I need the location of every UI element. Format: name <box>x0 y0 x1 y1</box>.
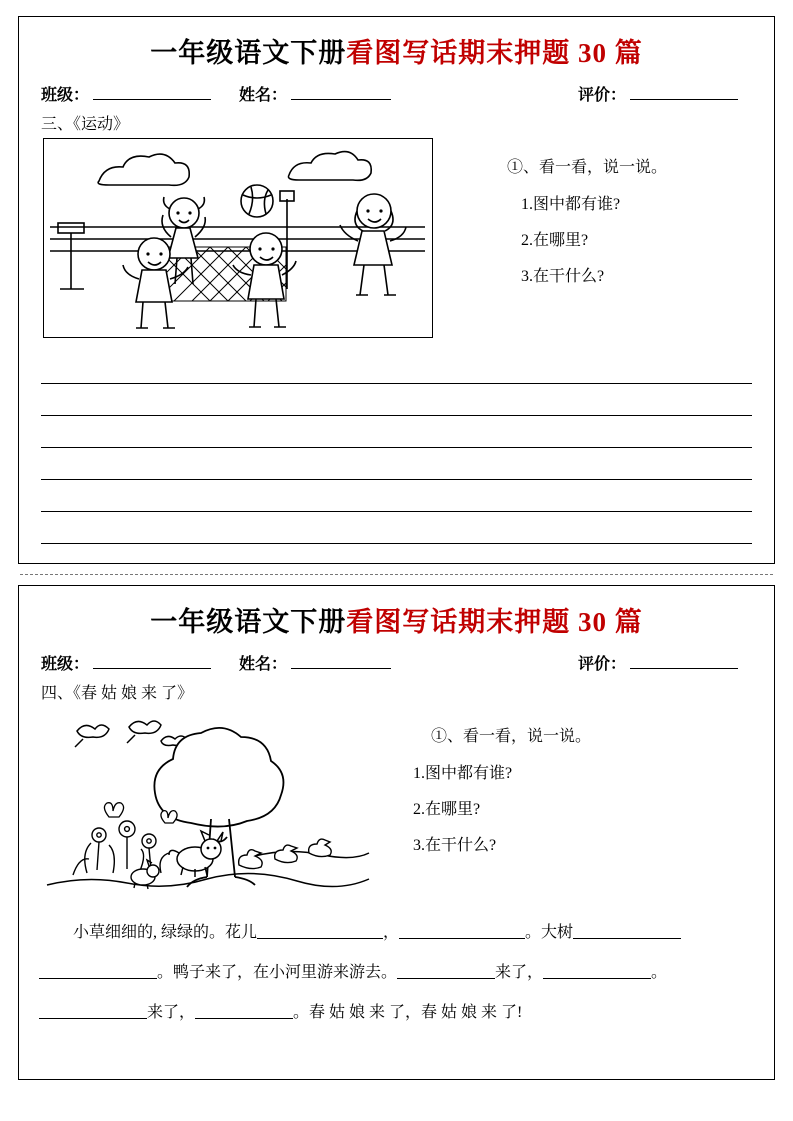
sheet1-title-black: 一年级语文下册 <box>150 38 347 68</box>
fill-text-3a: 来了， <box>147 1004 196 1021</box>
sheet1-illustration-volleyball <box>43 138 433 338</box>
writing-line[interactable] <box>41 448 752 480</box>
sheet1-content-row <box>19 134 774 338</box>
score-blank[interactable] <box>630 654 738 669</box>
sheet1-question-2: 2.在哪里? <box>521 232 589 249</box>
sheet2-title-red: 看图写话期末押题 30 篇 <box>346 607 643 637</box>
fill-blank-1[interactable] <box>257 923 383 939</box>
sheet2-fill-in-paragraph[interactable] <box>19 907 774 1033</box>
sheet1-title-red: 看图写话期末押题 30 篇 <box>346 38 643 68</box>
sheet2-illustration-spring <box>43 707 373 907</box>
worksheet-sheet-2 <box>18 585 775 1080</box>
name-blank[interactable] <box>291 654 391 669</box>
class-blank[interactable] <box>93 654 211 669</box>
fill-text-1b: ， <box>383 924 400 941</box>
fill-in-line-1[interactable] <box>39 913 756 953</box>
sheet2-questions <box>381 707 754 907</box>
class-label: 班级： <box>41 656 90 673</box>
name-blank[interactable] <box>291 85 391 100</box>
sheet1-section-title: 三、《运动》 <box>41 116 130 133</box>
class-blank[interactable] <box>93 85 211 100</box>
sheet2-content-row <box>19 703 774 907</box>
writing-line[interactable] <box>41 416 752 448</box>
sheet1-question-main: ①、看一看，说一说。 <box>507 159 668 176</box>
writing-line[interactable] <box>41 352 752 384</box>
name-label: 姓名： <box>239 656 288 673</box>
sheet1-question-3: 3.在干什么? <box>521 268 605 285</box>
sheet1-writing-area[interactable] <box>19 338 774 544</box>
fill-text-2b: 来了， <box>495 964 544 981</box>
page-divider <box>20 574 773 575</box>
fill-in-line-2[interactable] <box>39 953 756 993</box>
fill-text-1c: 。大树 <box>525 924 574 941</box>
class-label: 班级： <box>41 87 90 104</box>
fill-blank-8[interactable] <box>195 1003 293 1019</box>
fill-blank-2[interactable] <box>399 923 525 939</box>
fill-in-line-3[interactable] <box>39 993 756 1033</box>
score-label: 评价： <box>577 87 626 104</box>
sheet2-name-field[interactable] <box>239 651 391 674</box>
sheet1-questions <box>441 138 754 338</box>
fill-blank-6[interactable] <box>543 963 651 979</box>
sheet2-question-3: 3.在干什么? <box>413 837 497 854</box>
sheet2-title <box>19 586 774 641</box>
fill-blank-4[interactable] <box>39 963 157 979</box>
sheet2-section-title: 四、《春 姑 娘 来 了》 <box>41 685 194 702</box>
name-label: 姓名： <box>239 87 288 104</box>
sheet1-question-1: 1.图中都有谁? <box>521 196 621 213</box>
score-blank[interactable] <box>630 85 738 100</box>
sheet1-class-field[interactable] <box>41 82 211 105</box>
score-label: 评价： <box>577 656 626 673</box>
sheet1-score-field[interactable] <box>578 82 738 105</box>
fill-blank-5[interactable] <box>397 963 495 979</box>
sheet1-name-field[interactable] <box>239 82 391 105</box>
sheet2-question-1: 1.图中都有谁? <box>413 765 513 782</box>
writing-line[interactable] <box>41 480 752 512</box>
sheet1-title <box>19 17 774 72</box>
worksheet-sheet-1 <box>18 16 775 564</box>
fill-blank-7[interactable] <box>39 1003 147 1019</box>
sheet2-question-2: 2.在哪里? <box>413 801 481 818</box>
sheet2-title-black: 一年级语文下册 <box>150 607 347 637</box>
fill-blank-3[interactable] <box>573 923 681 939</box>
fill-text-period-1: 。 <box>651 964 668 981</box>
fill-text-1a: 小草细细的, 绿绿的。花儿 <box>73 924 258 941</box>
writing-line[interactable] <box>41 384 752 416</box>
fill-text-2a: 。鸭子来了，在小河里游来游去。 <box>157 964 398 981</box>
sheet2-meta-row <box>19 641 774 674</box>
sheet2-question-main: ①、看一看，说一说。 <box>431 728 592 745</box>
sheet1-meta-row <box>19 72 774 105</box>
sheet2-class-field[interactable] <box>41 651 211 674</box>
writing-line[interactable] <box>41 512 752 544</box>
fill-text-3b: 。春 姑 娘 来 了，春 姑 娘 来 了! <box>293 1004 523 1021</box>
sheet2-score-field[interactable] <box>578 651 738 674</box>
